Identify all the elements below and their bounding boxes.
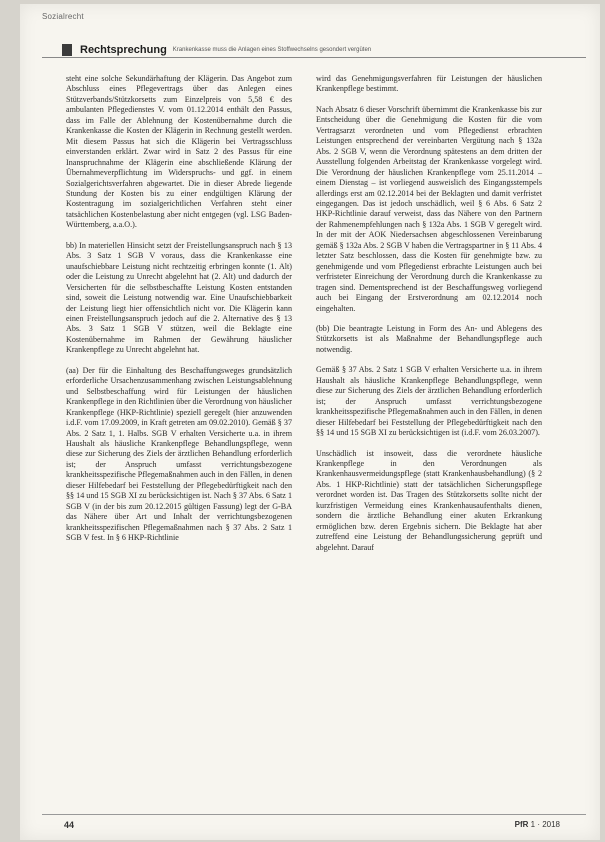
journal-name: PfR [514,820,529,829]
paragraph: Unschädlich ist insoweit, dass die verordnete häusliche Krankenpflege in den Verordnungen als Krankenhausvermeidungspflege (statt Krankenhausbehandlung) (§ 2 Abs. 1 HKP-Richtlinie) statt der tatsächlichen Sicherungspflege verordnet worden ist. Das Tragen des Stützkorsetts sollte nicht der kurzfristigen Vermeidung eines Krankenhausaufenthalts dienen, sondern die ärztliche Behandlung einer akuten Erkrankung ermöglichen bzw. deren Ergebnis sichern. Die Beklagte hat aber zutreffend eine Leistung der Behandlungssicherung geprüft und abgelehnt. Darauf [316,448,542,552]
header-subtitle: Krankenkasse muss die Anlagen eines Stoffwechselns gesondert vergüten [172,47,372,53]
header-marker-icon [62,44,72,56]
paragraph: bb) In materiellen Hinsicht setzt der Freistellungsanspruch nach § 13 Abs. 3 Satz 1 SGB V voraus, dass die Krankenkasse eine unaufschiebbare Leistung nicht rechtzeitig erbringen konnte (1. Alt) oder die Leistung zu Unrecht abgelehnt hat (2. Alt) und dadurch der Versicherten für die selbstbeschaffte Leistung Kosten entstanden sind, soweit die Leistung notwendig war. Eine Unaufschiebbarkeit der Leistung liegt hier offensichtlich nicht vor. Die Klägerin kann einen Freistellungsanspruch jedoch auf die 2. Alternative des § 13 Abs. 3 Satz 1 SGB V stützen, weil die Beklagte eine Kostenübernahme im Rahmen der Gewährung häuslicher Krankenpflege zu Unrecht abgelehnt hat. [66,240,292,355]
header-title: Rechtsprechung [80,44,167,56]
page-number: 44 [64,820,75,830]
header-rule [42,57,586,58]
right-column [316,74,542,562]
page [20,4,600,840]
paragraph: wird das Genehmigungsverfahren für Leistungen der häuslichen Krankenpflege bestimmt. [316,74,542,94]
paragraph: Gemäß § 37 Abs. 2 Satz 1 SGB V erhalten Versicherte u.a. in ihrem Haushalt als häusliche Krankenpflege Behandlungspflege, wenn diese zur Sicherung des Ziels der ärztlichen Behandlung erforderlich ist; der Anspruch umfasst verrichtungsbezogene krankheitsspezifische Pflegemaßnahmen auch in den Fällen, in denen dieser Hilfebedarf bei Feststellung der Pflegebedürftigkeit nach den §§ 14 und 15 SGB XI zu berücksichtigen ist (i.d.F. vom 26.03.2007). [316,365,542,438]
section-label: Sozialrecht [42,12,84,21]
page-header [68,44,560,56]
left-column [66,74,292,552]
paragraph: steht eine solche Sekundärhaftung der Klägerin. Das Angebot zum Abschluss eines Pflegevertrags über das Anlegen eines Stützverbands/Stützkorsetts zum Einzelpreis von 5,58 € des ambulanten Pflegedienstes V. vom 01.12.2014 enthält den Passus, dass im Falle der Ablehnung der Kostenübernahme durch die Krankenkasse die Kosten der Klägerin in Rechnung gestellt werden. Mit diesem Passus hat sich die Klägerin bei Vertragsschluss einverstanden erklärt. Zwar wird in Satz 2 des Passus für eine Inanspruchnahme der Klägerin eine abschließende Klärung der Übernahmeverpflichtung im Widerspruchs- und ggf. in einem Sozialgerichtsverfahren abgewartet. Die in dieser Abrede liegende Stundung der Kosten bis zu einer endgültigen Klärung der Kostentragung im sozialgerichtlichen Verfahren steht einer tatsächlichen Kostenbelastung aber nicht entgegen (vgl. LSG Baden-Württemberg, a.a.O.). [66,74,292,230]
paragraph: (bb) Die beantragte Leistung in Form des An- und Ablegens des Stützkorsetts ist als Maßnahme der Behandlungspflege auch notwendig. [316,323,542,354]
paragraph: Nach Absatz 6 dieser Vorschrift übernimmt die Krankenkasse bis zur Entscheidung über die Genehmigung die Kosten für die vom Vertragsarzt verordneten und vom Pflegedienst erbrachten Leistungen entsprechend der vereinbarten Vergütung nach § 132a Abs. 2 SGB V, wenn die Verordnung spätestens an dem dritten der Ausstellung folgenden Arbeitstag der Krankenkasse vorgelegt wird. Die Verordnung der häuslichen Krankenpflege vom 25.11.2014 – einem Dienstag – ist vorliegend ausweislich des Eingangsstempels allerdings erst am 02.12.2014 bei der Beklagten und damit verfristet eingegangen. Das ist jedoch unschädlich, weil § 6 Abs. 6 Satz 2 HKP-Richtlinie darauf verweist, dass das Nähere von den Partnern der Rahmenempfehlungen nach § 132a Abs. 1 SGB V geregelt wird. In der mit der AOK Niedersachsen abgeschlossenen Vereinbarung gemäß § 132a Abs. 2 SGB V haben die Vertragspartner in § 11 Abs. 4 letzter Satz beschlossen, dass die Kosten für genehmigte bzw. zu genehmigende und vom Pflegedienst erbrachte Leistungen auch bei verfristeter Einreichung der Verordnung durch die Krankenkasse zu tragen sind. Dementsprechend ist der Beschaffungsweg vorliegend auch bei Eingang der Erstverordnung am 02.12.2014 noch eingehalten. [316,104,542,313]
footer-rule [42,814,586,815]
journal-issue: 1 · 2018 [530,820,560,829]
paragraph: (aa) Der für die Einhaltung des Beschaffungsweges grundsätzlich erforderliche Ursachenzusammenhang zwischen Leistungsablehnung und Selbstbeschaffung wird für Leistungen der häuslichen Krankenpflege in den Richtlinien über die Verordnung von häuslicher Krankenpflege (HKP-Richtlinie) speziell geregelt (hier anzuwenden i.d.F. vom 17.09.2009, in Kraft getreten am 09.02.2010). Gemäß § 37 Abs. 2 Satz 1, 1. Halbs. SGB V erhalten Versicherte u.a. in ihrem Haushalt als häusliche Krankenpflege Behandlungspflege, wenn diese zur Sicherung des Ziels der ärztlichen Behandlung erforderlich ist; der Anspruch umfasst verrichtungsbezogene krankheitsspezifische Pflegemaßnahmen auch in den Fällen, in denen dieser Hilfebedarf bei Feststellung der Pflegebedürftigkeit nach den §§ 14 und 15 SGB XI zu berücksichtigen ist. Nach § 37 Abs. 6 Satz 1 SGB V (in der bis zum 20.12.2015 gültigen Fassung) legt der G-BA das Nähere über Art und Inhalt der verrichtungsbezogenen krankheitsspezifischen Pflegemaßnahmen nach § 37 Abs. 2 Satz 1 SGB V fest. In § 6 HKP-Richtlinie [66,365,292,543]
journal-reference [515,820,560,829]
